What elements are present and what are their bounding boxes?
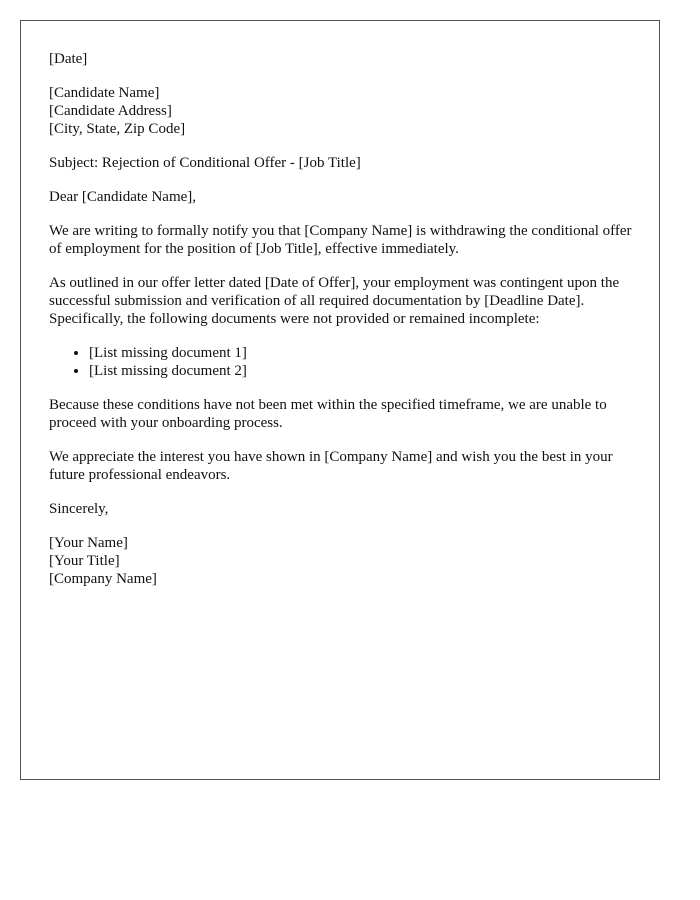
recipient-address: [Candidate Address] [49,103,172,119]
paragraph-withdrawal-notice: We are writing to formally notify you that [Company Name] is withdrawing the conditional offer of employment for the position of [Job Title], effective immediately. [49,223,632,257]
signature-name: [Your Name] [49,535,128,551]
letter-date: [Date] [49,51,88,67]
recipient-city-state-zip: [City, State, Zip Code] [49,121,186,137]
letter-sign-off: Sincerely, [49,501,109,517]
list-item: • [List missing document 1] [89,344,633,362]
missing-documents-list [49,344,633,380]
signature-title: [Your Title] [49,553,120,569]
letter-body [49,50,633,604]
letter-salutation: Dear [Candidate Name], [49,189,197,205]
recipient-name: [Candidate Name] [49,85,160,101]
signature-company: [Company Name] [49,571,157,587]
letter-page [20,20,660,780]
letter-subject: Subject: Rejection of Conditional Offer - [Job Title] [49,155,361,171]
list-item: • [List missing document 2] [89,362,633,380]
paragraph-documentation-requirement: As outlined in our offer letter dated [Date of Offer], your employment was contingent upon the successful submission and verification of all required documentation by [Deadline Date]. Specifically, the following documents were not provided or remained incomplete: [49,275,620,327]
paragraph-conditions-not-met: Because these conditions have not been met within the specified timeframe, we are unable to proceed with your onboarding process. [49,397,607,431]
recipient-block [49,84,633,138]
signature-block [49,534,633,588]
paragraph-appreciation: We appreciate the interest you have shown in [Company Name] and wish you the best in your future professional endeavors. [49,449,613,483]
